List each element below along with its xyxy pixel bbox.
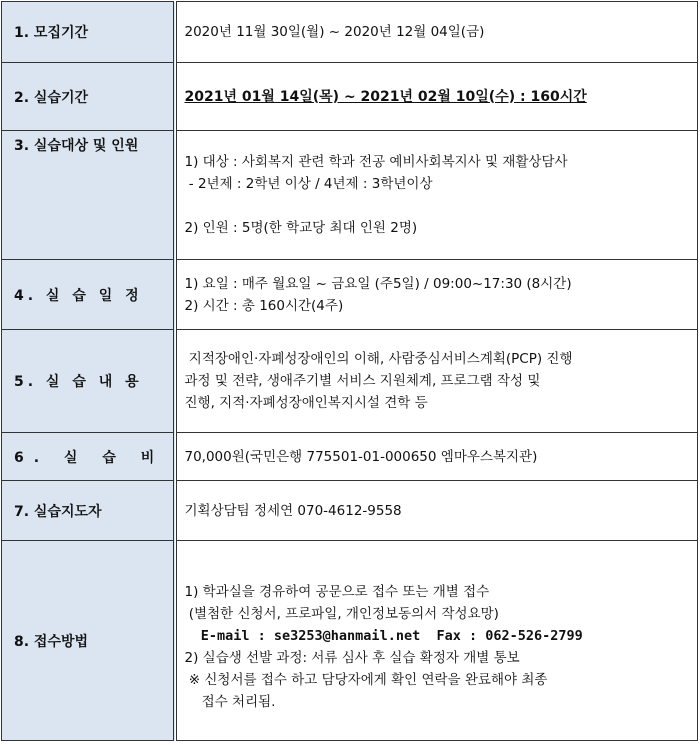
practice-period-value: 2021년 01월 14일(목) ~ 2021년 02월 10일(수) : 160시간 bbox=[184, 88, 587, 105]
fee-value: 70,000원(국민은행 775501-01-000650 엠마우스복지관) bbox=[184, 448, 538, 465]
row-practice-period bbox=[2, 63, 698, 131]
supervisor-value: 기획상담팀 정세연 070-4612-9558 bbox=[184, 502, 402, 519]
row-application-method bbox=[2, 541, 698, 741]
row-supervisor bbox=[2, 481, 698, 541]
row-schedule bbox=[2, 260, 698, 330]
contact-line: E-mail : se3253@hanmail.net Fax : 062-526-2799 bbox=[184, 627, 583, 644]
target-line: 1) 대상 : 사회복지 관련 학과 전공 예비사회복지사 및 재활상담사 bbox=[184, 154, 568, 170]
target-grade-line: - 2년제 : 2학년 이상 / 4년제 : 3학년이상 bbox=[184, 176, 433, 192]
contents-line-3: 진행, 지적·자폐성장애인복지시설 견학 등 bbox=[184, 395, 428, 411]
row-contents bbox=[2, 330, 698, 433]
row-recruit-period bbox=[2, 2, 698, 63]
label-schedule: 4. 실 습 일 정 bbox=[2, 260, 175, 330]
label-application-method: 8. 접수방법 bbox=[2, 541, 175, 741]
schedule-days-line: 1) 요일 : 매주 월요일 ~ 금요일 (주5일) / 09:00~17:30 (8시간) bbox=[184, 275, 572, 292]
label-fee: 6. 실 습 비 bbox=[2, 433, 175, 481]
method-line-1: 1) 학과실을 경유하여 공문으로 접수 또는 개별 접수 bbox=[184, 583, 490, 600]
headcount-line: 2) 인원 : 5명(한 학교당 최대 인원 2명) bbox=[184, 220, 418, 236]
recruit-period-value: 2020년 11월 30일(월) ~ 2020년 12월 04일(금) bbox=[184, 24, 485, 40]
schedule-hours-line: 2) 시간 : 총 160시간(4주) bbox=[184, 297, 344, 314]
method-line-2: (별첨한 신청서, 프로파일, 개인정보동의서 작성요망) bbox=[184, 605, 499, 622]
spacer bbox=[185, 195, 690, 217]
label-contents: 5. 실 습 내 용 bbox=[2, 330, 175, 433]
label-practice-period: 2. 실습기간 bbox=[2, 63, 175, 131]
label-target-and-headcount: 3. 실습대상 및 인원 bbox=[2, 131, 175, 260]
label-recruit-period: 1. 모집기간 bbox=[2, 2, 175, 63]
row-target-and-headcount bbox=[2, 131, 698, 260]
recruitment-info-table bbox=[1, 1, 698, 741]
contents-line-2: 과정 및 전략, 생애주기별 서비스 지원체계, 프로그램 작성 및 bbox=[184, 373, 541, 389]
row-fee bbox=[2, 433, 698, 481]
notice-line-1: ※ 신청서를 접수 하고 담당자에게 확인 연락을 완료해야 최종 bbox=[184, 671, 548, 688]
notice-line-2: 접수 처리됨. bbox=[184, 693, 276, 710]
label-supervisor: 7. 실습지도자 bbox=[2, 481, 175, 541]
contents-line-1: 지적장애인·자폐성장애인의 이해, 사람중심서비스계획(PCP) 진행 bbox=[184, 351, 573, 367]
method-line-4: 2) 실습생 선발 과정: 서류 심사 후 실습 확정자 개별 통보 bbox=[184, 649, 520, 666]
